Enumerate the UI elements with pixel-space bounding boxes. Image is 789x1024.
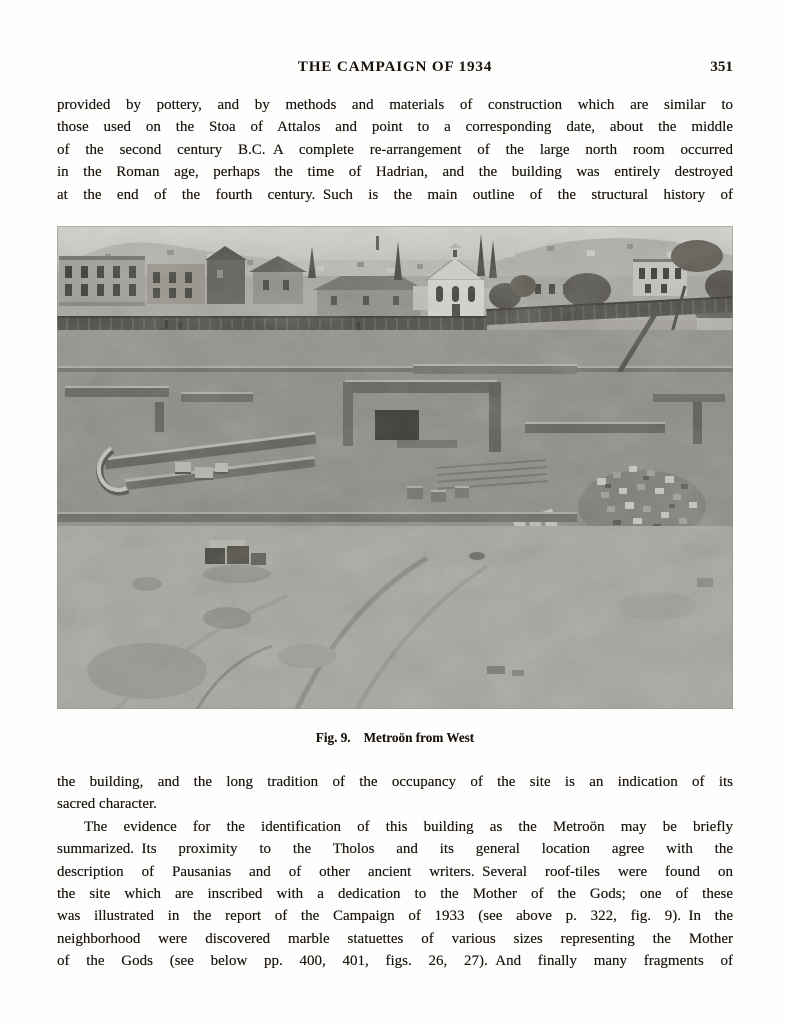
figure-9 [57,226,733,746]
text-line: sacred character. [57,796,157,813]
paragraph-sacred-character [57,771,733,816]
figure-caption-label: Fig. 9. [315,730,351,746]
text-line: The evidence for the identification of this building as the Metroön may be briefly [84,818,733,835]
text-line: of the second century B.C. A complete re-arrangement of the large north room occurred [57,141,733,158]
page-number: 351 [710,58,733,75]
paragraph-structural-history [57,94,733,206]
page-header [57,58,733,78]
text-line: description of Pausanias and of other ancient writers. Several roof-tiles were found on [57,863,733,880]
paragraph-identification-evidence [57,816,733,973]
text-line: the building, and the long tradition of the occupancy of the site is an indication of its [57,774,733,791]
text-line: was illustrated in the report of the Campaign of 1933 (see above p. 322, fig. 9). In the [57,908,733,925]
text-line: summarized. Its proximity to the Tholos and its general location agree with the [57,841,733,858]
figure-caption-text: Metroön from West [363,730,475,746]
running-title: THE CAMPAIGN OF 1934 [297,58,493,75]
text-line: provided by pottery, and by methods and materials of construction which are similar to [57,97,733,113]
text-line: in the Roman age, perhaps the time of Hadrian, and the building was entirely destroyed [57,164,733,181]
photo-grain-overlay [57,226,733,709]
excavation-photo [57,226,733,709]
text-line: at the end of the fourth century. Such is the main outline of the structural history of [57,186,733,203]
text-line: the site which are inscribed with a dedication to the Mother of the Gods; one of these [57,886,733,903]
text-line: neighborhood were discovered marble statuettes of various sizes representing the Mother [57,930,733,947]
figure-caption [57,730,733,746]
text-line: of the Gods (see below pp. 400, 401, figs. 26, 27). And finally many fragments of [57,953,733,970]
text-line: those used on the Stoa of Attalos and point to a corresponding date, about the middle [57,119,733,136]
